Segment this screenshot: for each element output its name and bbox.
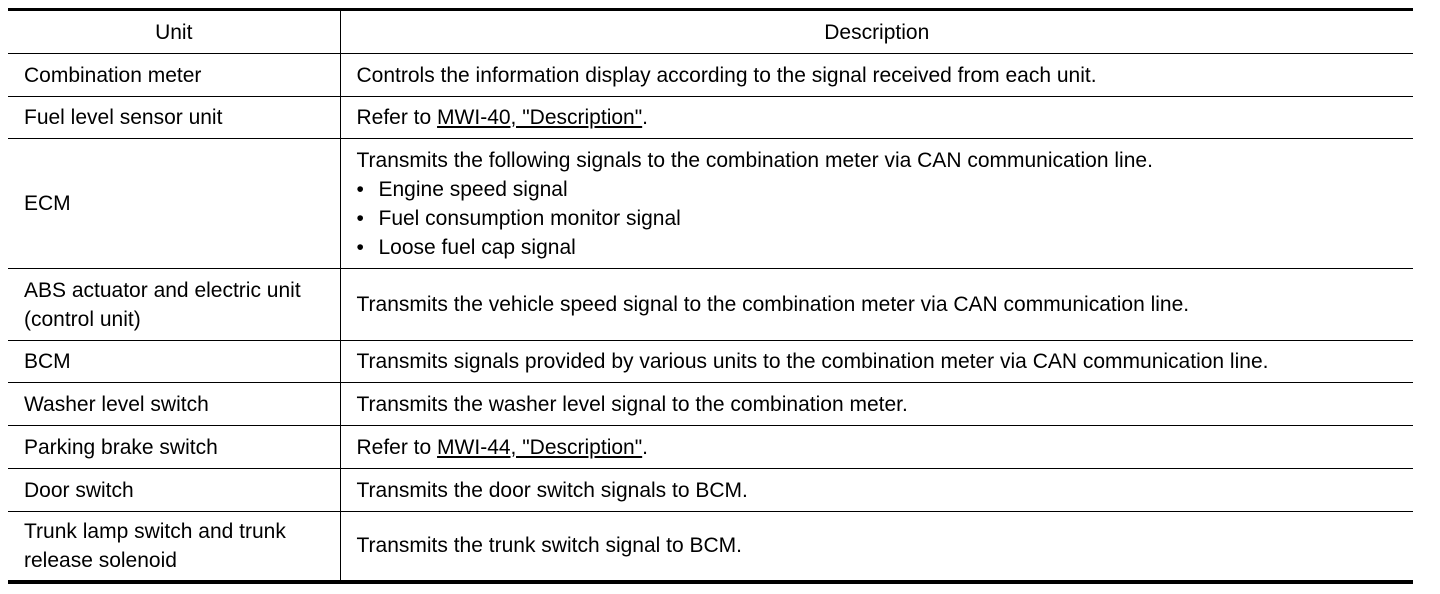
description-prefix: Refer to bbox=[356, 106, 438, 129]
unit-cell: BCM bbox=[8, 341, 340, 383]
unit-cell: ABS actuator and electric unit (control unit) bbox=[8, 269, 340, 341]
description-cell: Transmits the door switch signals to BCM. bbox=[340, 469, 1413, 512]
description-cell: Transmits the washer level signal to the combination meter. bbox=[340, 383, 1413, 426]
description-cell: Transmits the vehicle speed signal to the combination meter via CAN communication line. bbox=[340, 269, 1413, 341]
unit-cell: ECM bbox=[8, 139, 340, 269]
unit-column-header: Unit bbox=[8, 10, 340, 54]
description-column-header: Description bbox=[340, 10, 1413, 54]
unit-cell: Fuel level sensor unit bbox=[8, 97, 340, 139]
unit-cell: Trunk lamp switch and trunk release solenoid bbox=[8, 512, 340, 582]
description-text: Transmits the following signals to the combination meter via CAN communication line. bbox=[356, 148, 1153, 172]
description-cell bbox=[340, 139, 1413, 269]
list-item-label: Loose fuel cap signal bbox=[378, 235, 576, 259]
unit-cell: Combination meter bbox=[8, 54, 340, 97]
list-item bbox=[357, 204, 1414, 233]
unit-cell: Washer level switch bbox=[8, 383, 340, 426]
bullet-icon: • bbox=[356, 206, 364, 230]
description-suffix: . bbox=[642, 106, 649, 129]
description-cell: Transmits signals provided by various units to the combination meter via CAN communication line. bbox=[340, 341, 1413, 383]
description-cell bbox=[340, 426, 1413, 469]
table-row bbox=[8, 469, 1413, 512]
table-row bbox=[8, 426, 1413, 469]
table-row bbox=[8, 54, 1413, 97]
signal-list bbox=[357, 175, 1414, 262]
description-suffix: . bbox=[642, 435, 649, 459]
description-prefix: Refer to bbox=[356, 435, 438, 459]
unit-cell: Parking brake switch bbox=[8, 426, 340, 469]
reference-link[interactable]: MWI-44, "Description" bbox=[437, 435, 643, 459]
table-header-row bbox=[8, 10, 1413, 54]
list-item-label: Fuel consumption monitor signal bbox=[378, 206, 681, 230]
description-cell bbox=[340, 97, 1413, 139]
list-item bbox=[357, 175, 1414, 204]
list-item-label: Engine speed signal bbox=[378, 177, 568, 201]
table-row bbox=[8, 383, 1413, 426]
unit-description-table bbox=[8, 8, 1413, 584]
table-row bbox=[8, 139, 1413, 269]
reference-link[interactable]: MWI-40, "Description" bbox=[437, 106, 643, 129]
description-cell: Transmits the trunk switch signal to BCM. bbox=[340, 512, 1413, 582]
description-cell: Controls the information display according to the signal received from each unit. bbox=[340, 54, 1413, 97]
table-row bbox=[8, 341, 1413, 383]
bullet-icon: • bbox=[356, 177, 364, 201]
unit-cell: Door switch bbox=[8, 469, 340, 512]
bullet-icon: • bbox=[356, 235, 364, 259]
list-item bbox=[357, 233, 1414, 262]
table-row bbox=[8, 269, 1413, 341]
table-row bbox=[8, 512, 1413, 582]
table-row bbox=[8, 97, 1413, 139]
